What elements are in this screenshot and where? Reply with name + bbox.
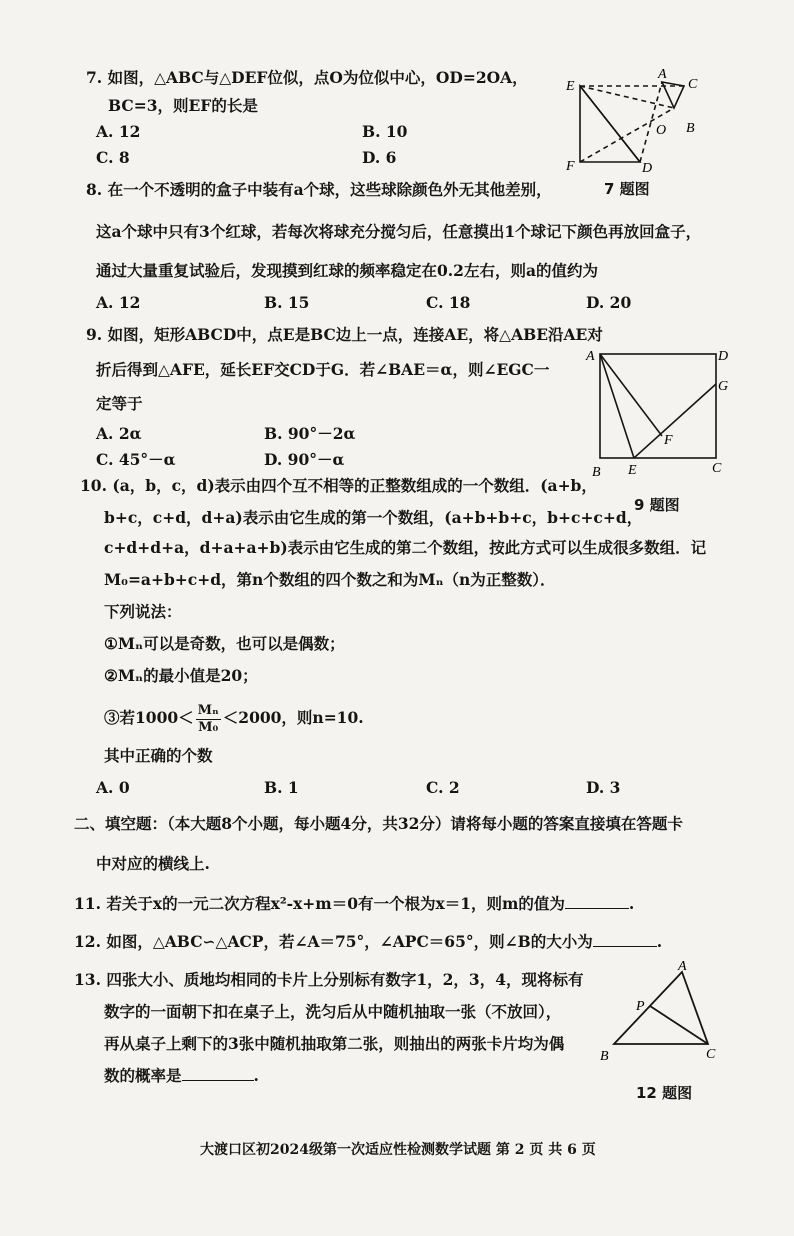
q7-option-b: B. 10 [362,122,408,141]
q12-text [74,932,662,952]
q13-prefix: 数的概率是 [104,1066,182,1085]
q7-label-b: B [686,121,695,136]
segment-pc [650,1006,708,1044]
q10-line2: b+c，c+d，d+a)表示由它生成的第一个数组，(a+b+b+c，b+c+c+d， [104,508,643,527]
q10-s3-denominator: M₀ [198,719,219,735]
section2-heading: 二、填空题：（本大题8个小题，每小题4分，共32分）请将每小题的答案直接填在答题卡 [74,814,683,833]
q13-suffix: . [253,1066,259,1085]
q10-s3-numerator: Mₙ [197,702,219,718]
q13-answer-blank[interactable] [182,1066,254,1081]
q11-prefix: 11. 若关于x的一元二次方程x²-x+m＝0有一个根为x＝1，则m的值为 [74,894,565,913]
q13-line2: 数字的一面朝下扣在桌子上，洗匀后从中随机抽取一张（不放回）， [104,1002,562,1021]
q10-option-d: D. 3 [586,778,621,797]
q7-label-d: D [642,161,653,176]
q10-line3: c+d+d+a，d+a+a+b)表示由它生成的第二个数组，按此方式可以生成很多数组．记 [104,538,707,557]
q12-label-p: P [636,999,645,1014]
q9-label-b: B [592,465,601,480]
q13-line1: 13. 四张大小、质地均相同的卡片上分别标有数字1，2，3，4，现将标有 [74,970,584,989]
q9-label-e: E [628,463,637,478]
q8-option-d: D. 20 [586,293,632,312]
q9-option-a: A. 2α [96,424,142,443]
q10-s3-fraction [196,703,221,736]
q9-label-g: G [718,379,729,394]
q10-option-b: B. 1 [264,778,299,797]
q12-figure [598,958,728,1064]
q10-statement-3 [104,698,364,738]
q9-line1: 9. 如图，矩形ABCD中，点E是BC边上一点，连接AE，将△ABE沿AE对 [86,325,603,344]
q12-suffix: . [656,932,663,951]
q10-option-a: A. 0 [96,778,130,797]
q7-label-a: A [658,67,667,82]
q11-answer-blank[interactable] [565,894,629,909]
q7-line2: BC=3，则EF的长是 [108,96,258,115]
q12-label-c: C [706,1047,716,1062]
q10-intro: 下列说法： [104,602,182,621]
q9-label-f: F [664,433,673,448]
q9-option-d: D. 90°－α [264,450,345,469]
q8-option-a: A. 12 [96,293,141,312]
q12-answer-blank[interactable] [593,932,657,947]
q7-option-d: D. 6 [362,148,397,167]
q8-line2: 这a个球中只有3个红球，若每次将球充分搅匀后，任意摸出1个球记下颜色再放回盒子， [96,222,702,241]
q7-label-e: E [566,79,575,94]
q10-option-c: C. 2 [426,778,460,797]
q9-figure [584,344,734,480]
q10-statement-1: ①Mₙ可以是奇数，也可以是偶数； [104,634,345,653]
q10-statement-2: ②Mₙ的最小值是20； [104,666,258,685]
q10-s3-suffix: ＜2000，则n=10. [222,708,364,727]
q11-text [74,894,634,914]
q9-figure-caption: 9 题图 [634,496,680,514]
q9-option-c: C. 45°－α [96,450,176,469]
q7-option-a: A. 12 [96,122,141,141]
q7-figure-caption: 7 题图 [604,180,650,198]
q10-line1: 10. (a，b，c，d)表示由四个互不相等的正整数组成的一个数组．(a+b， [80,476,597,495]
q10-line4: M₀=a+b+c+d，第n个数组的四个数之和为Mₙ（n为正整数）． [104,570,556,589]
q9-line2: 折后得到△AFE，延长EF交CD于G．若∠BAE＝α，则∠EGC一 [96,360,550,379]
q12-label-a: A [678,959,687,974]
q10-s3-prefix: ③若1000＜ [104,708,194,727]
q12-figure-caption: 12 题图 [636,1084,693,1102]
q12-label-b: B [600,1049,609,1064]
q7-label-o: O [656,123,667,138]
q9-line3: 定等于 [96,394,143,413]
page-footer: 大渡口区初2024级第一次适应性检测数学试题 第 2 页 共 6 页 [200,1142,596,1158]
section2-line2: 中对应的横线上. [96,854,210,873]
q8-line3: 通过大量重复试验后，发现摸到红球的频率稳定在0.2左右，则a的值约为 [96,261,599,280]
q8-option-c: C. 18 [426,293,471,312]
q13-line3: 再从桌子上剩下的3张中随机抽取第二张，则抽出的两张卡片均为偶 [104,1034,565,1053]
q9-option-b: B. 90°－2α [264,424,356,443]
q13-line4 [104,1066,259,1086]
q9-label-c: C [712,461,722,476]
q7-label-c: C [688,77,698,92]
q7-option-c: C. 8 [96,148,130,167]
q9-label-d: D [718,349,729,364]
q10-question: 其中正确的个数 [104,746,213,765]
q7-figure [562,66,722,180]
triangle-abc [614,972,708,1044]
q9-label-a: A [586,349,595,364]
q11-suffix: . [628,894,635,913]
q12-prefix: 12. 如图，△ABC∽△ACP，若∠A＝75°，∠APC＝65°，则∠B的大小为 [74,932,593,951]
q8-line1: 8. 在一个不透明的盒子中装有a个球，这些球除颜色外无其他差别， [86,180,552,199]
q7-label-f: F [566,159,575,174]
q8-option-b: B. 15 [264,293,310,312]
q7-line1: 7. 如图，△ABC与△DEF位似，点O为位似中心，OD=2OA， [86,68,528,87]
